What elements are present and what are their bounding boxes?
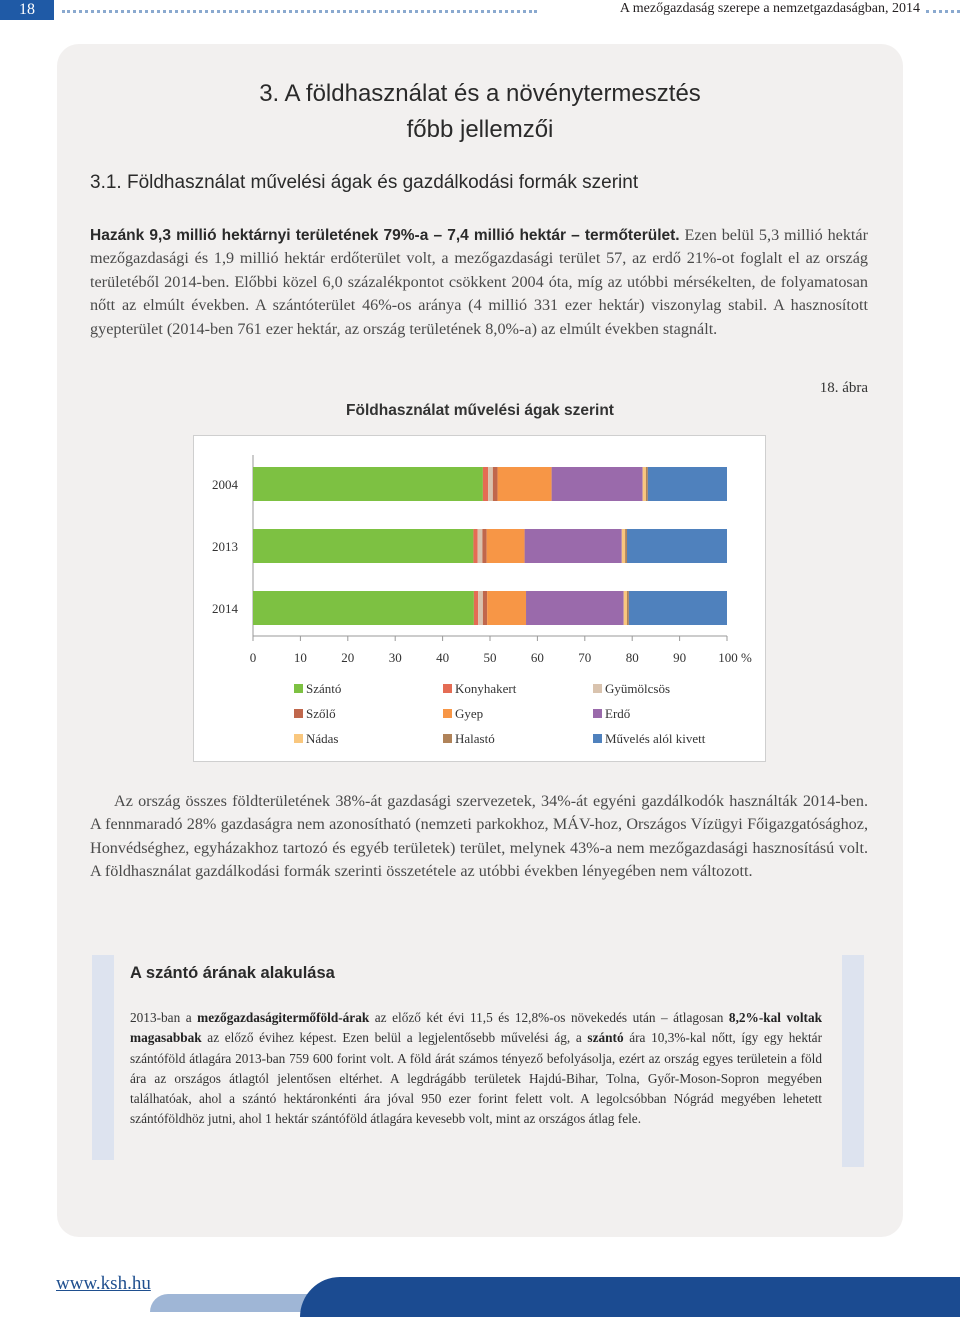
x-tick-label: 100 % bbox=[718, 650, 752, 665]
legend-item bbox=[593, 681, 670, 697]
figure-title: Földhasználat művelési ágak szerint bbox=[346, 402, 614, 419]
x-tick-label: 10 bbox=[293, 650, 307, 665]
bar-segment-erdő-2004 bbox=[552, 467, 643, 501]
bar-segment-szántó-2013 bbox=[253, 529, 473, 563]
bar-segment-konyhakert-2004 bbox=[483, 467, 488, 501]
bar-segment-gyümölcsös-2013 bbox=[478, 529, 483, 563]
bar-segment-konyhakert-2013 bbox=[473, 529, 477, 563]
bar-segment-szőlő-2004 bbox=[493, 467, 498, 501]
bar-segment-szántó-2004 bbox=[253, 467, 483, 501]
figure-label: 18. ábra bbox=[819, 380, 868, 396]
legend-swatch bbox=[294, 734, 303, 743]
legend-label: Szőlő bbox=[306, 706, 336, 721]
legend-swatch bbox=[294, 684, 303, 693]
bar-segment-gyep-2014 bbox=[487, 591, 526, 625]
y-tick-label: 2013 bbox=[212, 539, 238, 554]
paragraph-ownership: Az ország összes földterületének 38%-át gazdasági szervezetek, 34%-át egyéni gazdálkodók használták 2014-ben. A fennmaradó 28% gazdaságra nem azonosítható (nemzeti parkokhoz, MÁV-hoz, Országos Vízügyi Főigazgatósághoz, Honvédséghez, egyházakhoz tartozó és egyéb területek) terület, melynek 43%-a nem mezőgazdasági hasznosítású volt. A földhasználat gazdálkodási formák szerinti összetétele az utóbbi években lényegében nem változott. bbox=[90, 792, 868, 881]
bar-segment-gyep-2004 bbox=[498, 467, 552, 501]
legend-item bbox=[593, 731, 705, 747]
bar-segment-nádas-2014 bbox=[624, 591, 627, 625]
running-title: A mezőgazdaság szerepe a nemzetgazdaságban, 2014 bbox=[619, 1, 920, 16]
bar-segment-konyhakert-2014 bbox=[474, 591, 478, 625]
legend-label: Gyep bbox=[455, 706, 484, 721]
legend-swatch bbox=[294, 709, 303, 718]
legend-swatch bbox=[443, 684, 452, 693]
legend-label: Halastó bbox=[455, 731, 495, 746]
legend-label: Erdő bbox=[605, 706, 631, 721]
bar-segment-halastó-2004 bbox=[646, 467, 648, 501]
bar-segment-művelés-alól-kivett-2013 bbox=[627, 529, 727, 563]
bar-segment-erdő-2013 bbox=[525, 529, 622, 563]
x-tick-label: 30 bbox=[388, 650, 402, 665]
y-tick-label: 2004 bbox=[212, 477, 238, 492]
section-title: 3.1. Földhasználat művelési ágak és gazdálkodási formák szerint bbox=[90, 172, 639, 193]
box-text-part3: az előző évihez képest. Ezen belül a legjelentősebb művelési ág, a bbox=[201, 1030, 588, 1046]
bar-segment-szőlő-2013 bbox=[482, 529, 486, 563]
x-tick-label: 40 bbox=[436, 650, 450, 665]
bar-segment-halastó-2014 bbox=[627, 591, 629, 625]
intro-body: Ezen belül 5,3 millió hektár mezőgazdasági és 1,9 millió hektár erdőterület volt, a mezőgazdasági terület 57, az erdő 21%-ot foglalt el az ország területéből 2014-ben. Előbbi közel 6,0 százalékpontot csökkent 2004 óta, míg az utóbbi mérsékelten, de folyamatosan nőtt az elmúlt években. A szántóterület 46%-os aránya (4 millió 331 ezer hektár) viszonylag stabil. A hasznosított gyepterület (2014-ben 761 ezer hektár, az ország területének 8,0%-a) az elmúlt években stagnált. bbox=[90, 226, 869, 338]
legend-item bbox=[443, 706, 483, 722]
box-text-part1: 2013-ban a bbox=[130, 1010, 198, 1025]
x-tick-label: 0 bbox=[249, 650, 257, 665]
footer-url-link[interactable]: www.ksh.hu bbox=[56, 1273, 151, 1294]
chapter-title-line2: főbb jellemzői bbox=[406, 116, 554, 143]
box-text-bold1: mezőgazdaságitermőföld-árak bbox=[197, 1010, 370, 1025]
legend-label: Nádas bbox=[306, 731, 339, 746]
legend-item bbox=[443, 681, 516, 697]
bar-segment-gyümölcsös-2004 bbox=[488, 467, 493, 501]
legend-item bbox=[294, 681, 341, 697]
box-text-part2: az előző két évi 11,5 és 12,8%-os növekedés után – átlagosan bbox=[369, 1010, 729, 1025]
legend-item bbox=[294, 731, 339, 747]
legend-swatch bbox=[443, 709, 452, 718]
bar-segment-gyep-2013 bbox=[487, 529, 525, 563]
legend-swatch bbox=[593, 734, 602, 743]
x-tick-label: 70 bbox=[578, 650, 592, 665]
bar-segment-erdő-2014 bbox=[526, 591, 624, 625]
x-tick-label: 20 bbox=[341, 650, 355, 665]
bar-segment-szőlő-2014 bbox=[483, 591, 487, 625]
legend-label: Konyhakert bbox=[455, 681, 517, 696]
box-text bbox=[130, 1008, 822, 1130]
legend-item bbox=[443, 731, 495, 747]
legend-label: Gyümölcsös bbox=[605, 681, 670, 696]
bar-segment-szántó-2014 bbox=[253, 591, 474, 625]
footer-decoration bbox=[300, 1277, 960, 1317]
legend-swatch bbox=[593, 709, 602, 718]
legend-swatch bbox=[593, 684, 602, 693]
x-tick-label: 90 bbox=[673, 650, 687, 665]
box-accent-left bbox=[92, 955, 114, 1160]
legend-label: Művelés alól kivett bbox=[605, 731, 706, 746]
legend-swatch bbox=[443, 734, 452, 743]
bar-segment-nádas-2013 bbox=[622, 529, 625, 563]
box-text-bold2: 8,2%-kal voltak magasabbak bbox=[130, 1010, 822, 1046]
x-tick-label: 80 bbox=[625, 650, 639, 665]
chapter-title-line1: 3. A földhasználat és a növénytermesztés bbox=[259, 80, 701, 107]
y-tick-label: 2014 bbox=[212, 601, 238, 616]
bar-segment-művelés-alól-kivett-2014 bbox=[629, 591, 727, 625]
bar-segment-halastó-2013 bbox=[625, 529, 627, 563]
legend-item bbox=[294, 706, 336, 722]
bar-segment-gyümölcsös-2014 bbox=[478, 591, 483, 625]
legend-label: Szántó bbox=[306, 681, 342, 696]
bar-segment-nádas-2004 bbox=[643, 467, 646, 501]
box-text-part4: ára 10,3%-kal nőtt, így egy hektár szántóföld átlagára 2013-ban 759 600 forint volt. A föld árát számos tényező befolyásolja, ezért az ország egyes területein a föld ára az országos átlagtól jelentősen eltérhet. A legdrágább területek Hajdú-Bihar, Tolna, Győr-Moson-Sopron megyében találhatóak, ahol a szántó hektáronkénti ára jóval 950 ezer forint felett volt. A legolcsóbban Nógrád megyében lehetett szántóföldhöz jutni, ahol 1 hektár szántóföld átlagára kevesebb volt, mint az országos átlag fele. bbox=[130, 1030, 822, 1127]
intro-lead: Hazánk 9,3 millió hektárnyi területének 79%-a – 7,4 millió hektár – termőterület. bbox=[90, 227, 680, 244]
x-tick-label: 60 bbox=[530, 650, 544, 665]
box-text-bold3: szántó bbox=[587, 1030, 624, 1046]
bar-segment-művelés-alól-kivett-2004 bbox=[648, 467, 727, 501]
x-tick-label: 50 bbox=[483, 650, 497, 665]
page-number: 18 bbox=[0, 0, 54, 20]
box-title: A szántó árának alakulása bbox=[130, 964, 335, 982]
legend-item bbox=[593, 706, 630, 722]
box-accent-right bbox=[842, 955, 864, 1167]
